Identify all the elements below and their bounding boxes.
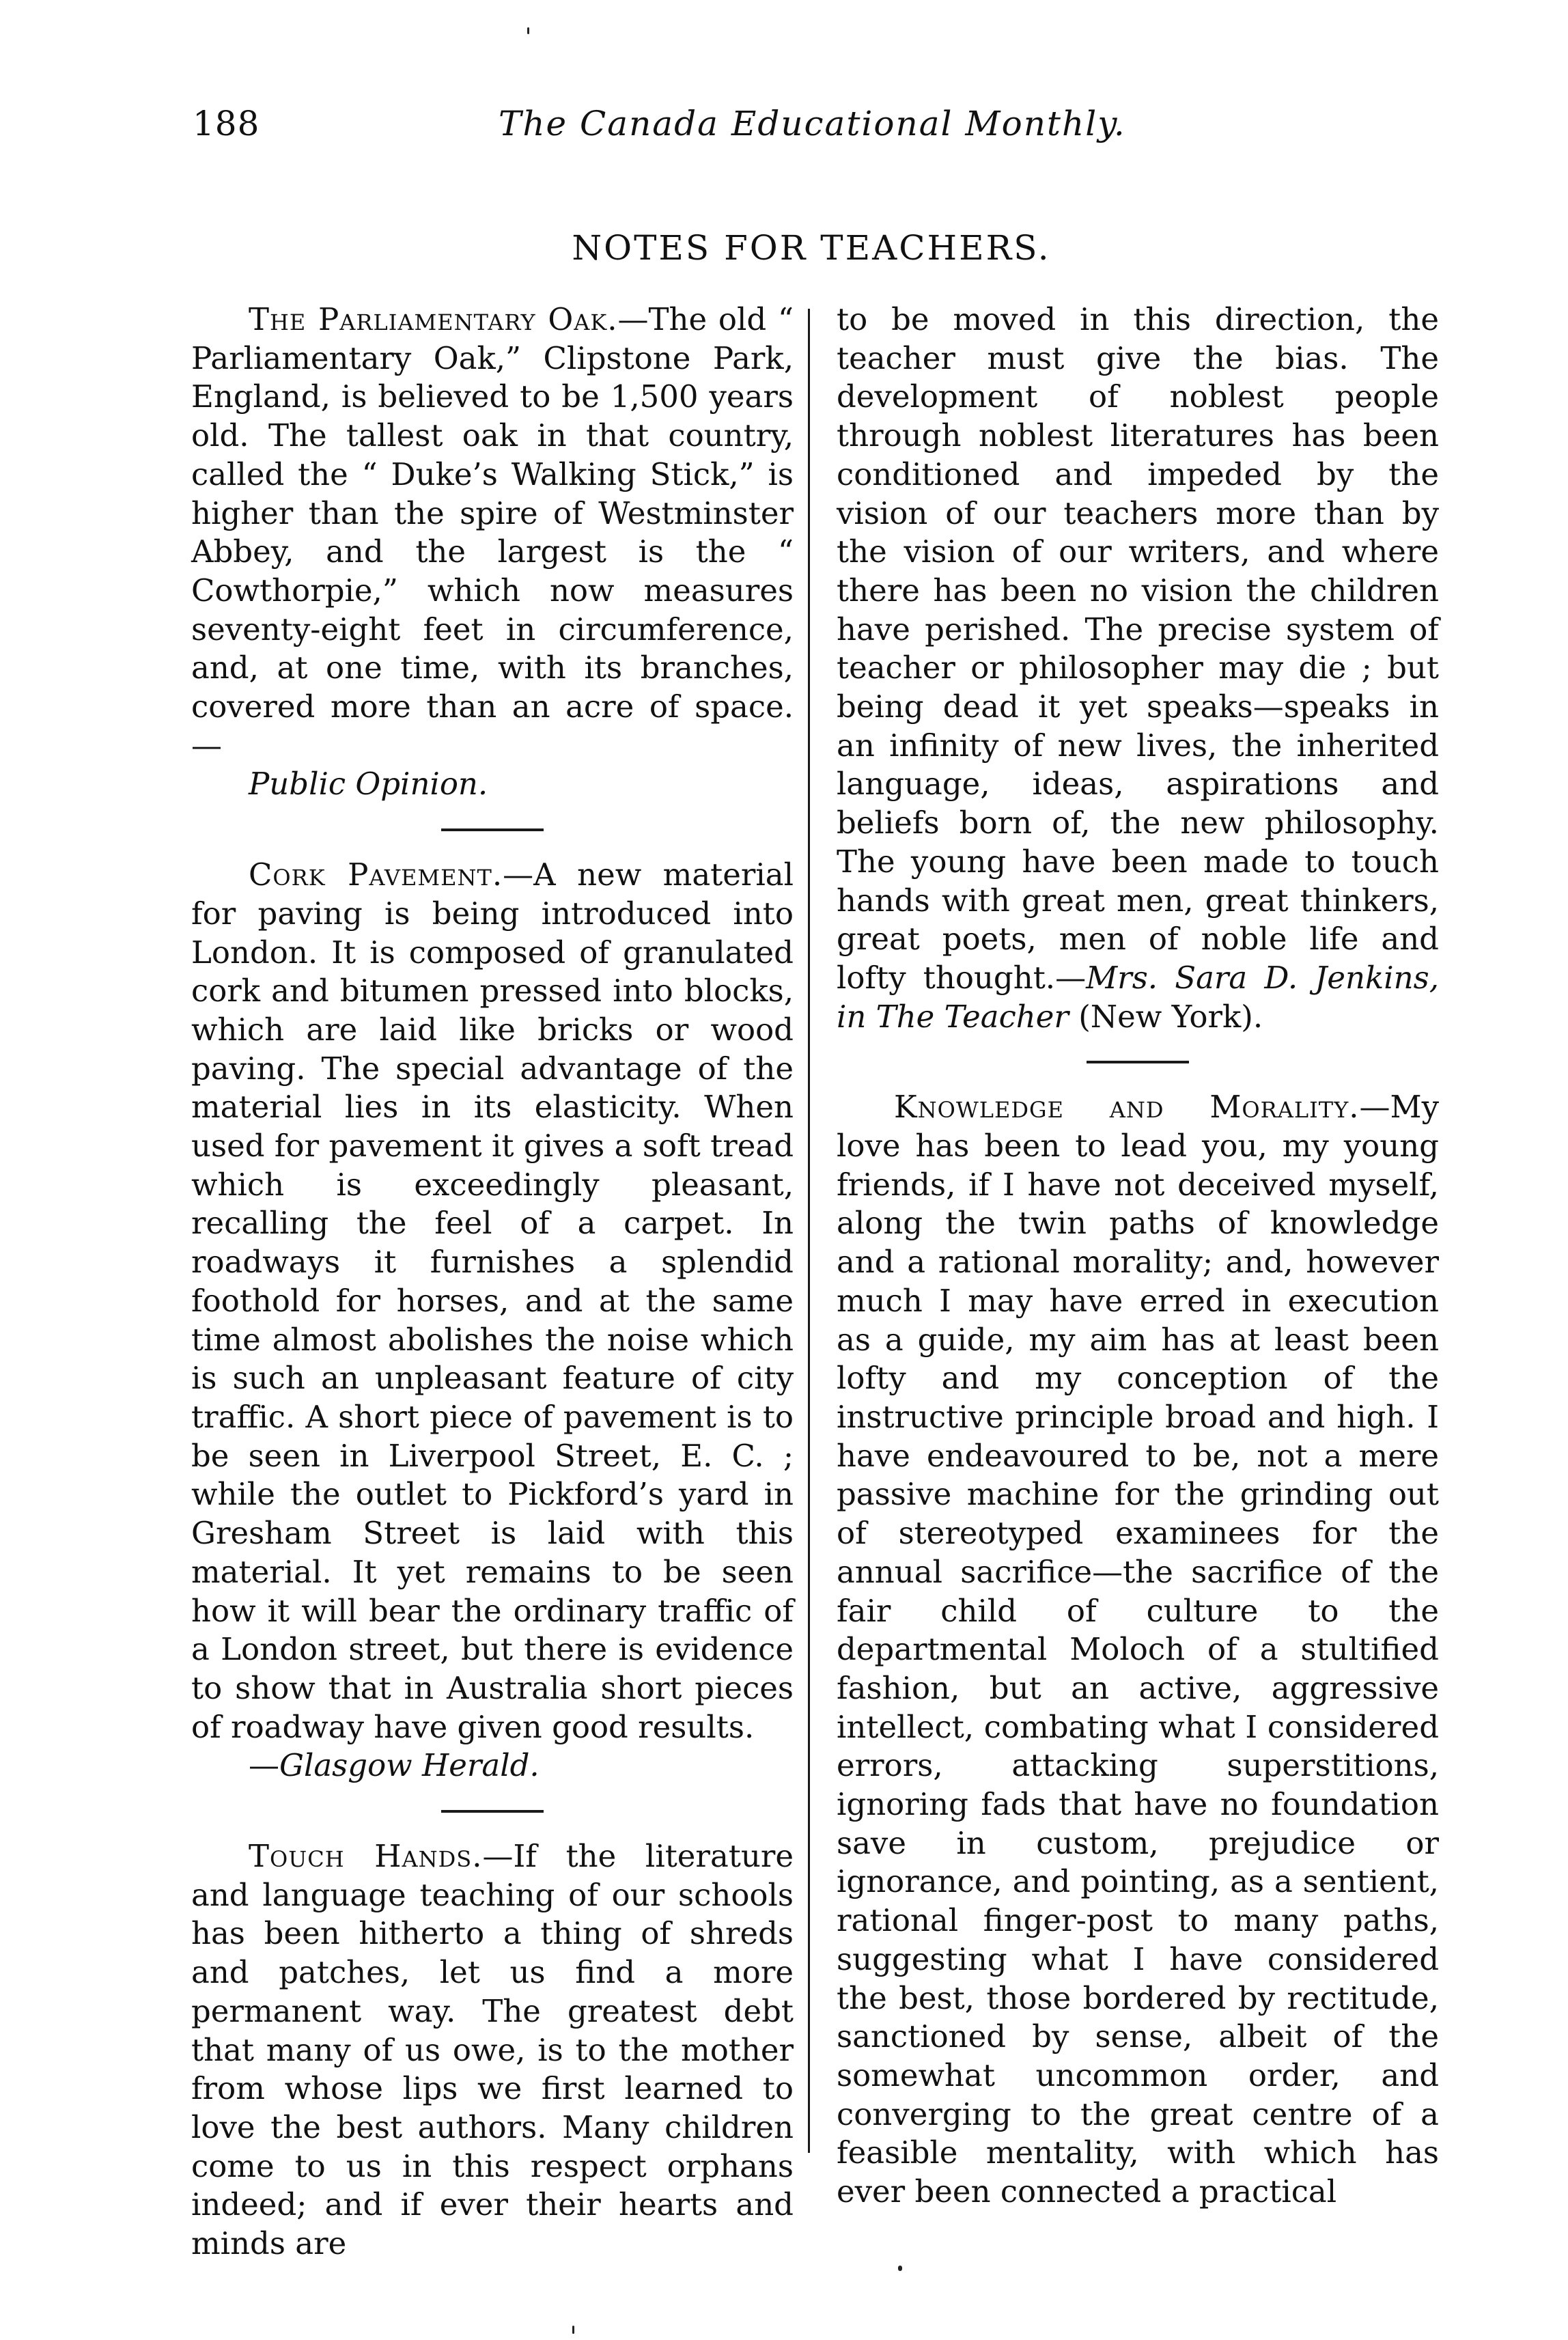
- article-body: The old “ Parliamentary Oak,” Clipstone Park, England, is believed to be 1,500 years old. The tallest oak in that country, called the “ Duke’s Walking Stick,” is higher than the spire of Westminster Abbey, and the largest is the “ Cowthorpie,” which now measures seventy-eight feet in circumference, and, at one time, with its branches, covered more than an acre of space. —: [191, 301, 794, 764]
- article-touch-hands-continued: [837, 301, 1439, 1036]
- article-source: Glasgow Herald.: [279, 1747, 540, 1784]
- article-source: Public Opinion.: [249, 766, 488, 803]
- running-head: The Canada Educational Monthly.: [499, 104, 1126, 143]
- article-body: If the literature and language teaching of our schools has been hitherto a thing of shreds and patches, let us find a more permanent way. The greatest debt that many of us owe, is to the mother from whose lips we first learned to love the best authors. Many children come to us in this respect orphans indeed; and if ever their hearts and minds are: [191, 1838, 794, 2262]
- article-title: Cork Pavement.: [249, 856, 503, 893]
- article-cork-pavement: [191, 856, 794, 1785]
- section-title: NOTES FOR TEACHERS.: [572, 228, 1051, 268]
- article-source-publication: in The Teacher: [837, 998, 1069, 1035]
- title-dash: —: [1359, 1089, 1390, 1126]
- title-dash: —: [617, 301, 649, 337]
- print-speck: [572, 2326, 574, 2334]
- title-dash: —: [503, 856, 534, 893]
- section-rule: [1087, 1061, 1189, 1063]
- article-title: The Parliamentary Oak.: [249, 301, 618, 337]
- right-column: [837, 301, 1439, 2212]
- page-number: 188: [193, 104, 260, 143]
- source-dash: —: [249, 1747, 279, 1784]
- print-speck: [898, 2266, 902, 2271]
- section-rule: [441, 1810, 544, 1813]
- column-divider: [808, 309, 810, 2153]
- print-speck: [527, 27, 529, 34]
- article-source-author: Mrs. Sara D. Jenkins,: [1086, 959, 1439, 996]
- article-knowledge-morality: [837, 1088, 1439, 2211]
- left-column: [191, 301, 794, 2264]
- article-title: Touch Hands.: [249, 1838, 483, 1875]
- article-title: Knowledge and Morality.: [894, 1089, 1360, 1126]
- article-source-place: (New York).: [1068, 998, 1263, 1035]
- article-touch-hands: [191, 1837, 794, 2264]
- article-body: My love has been to lead you, my young friends, if I have not deceived myself, along the twin paths of knowledge and a rational morality; and, however much I may have erred in execution as a guide, my aim has at least been lofty and my conception of the instructive principle broad and high. I have endeavoured to be, not a mere passive machine for the grinding out of stereotyped examinees for the annual sacrifice—the sacrifice of the fair child of culture to the departmental Moloch of a stultified fashion, but an active, aggressive intellect, combating what I considered errors, attacking superstitions, ignoring fads that have no foundation save in custom, prejudice or ignorance, and pointing, as a sentient, rational finger-post to many paths, suggesting what I have considered the best, those bordered by rectitude, sanctioned by sense, albeit of the somewhat uncommon order, and converging to the great centre of a feasible mentality, with which has ever been connected a practical: [837, 1089, 1439, 2210]
- article-body: A new material for paving is being introduced into London. It is composed of granulated cork and bitumen pressed into blocks, which are laid like bricks or wood paving. The special advantage of the material lies in its elasticity. When used for pavement it gives a soft tread which is exceedingly pleasant, recalling the feel of a carpet. In roadways it furnishes a splendid foothold for horses, and at the same time almost abolishes the noise which is such an unpleasant feature of city traffic. A short piece of pavement is to be seen in Liverpool Street, E. C. ; while the outlet to Pickford’s yard in Gresham Street is laid with this material. It yet remains to be seen how it will bear the ordinary traffic of a London street, but there is evidence to show that in Australia short pieces of roadway have given good results.: [191, 856, 794, 1745]
- section-rule: [441, 828, 544, 831]
- article-parliamentary-oak: [191, 301, 794, 804]
- title-dash: —: [482, 1838, 514, 1875]
- article-body: to be moved in this direction, the teacher must give the bias. The development of noblest people through noblest literatures has been conditioned and impeded by the vision of our teachers more than by the vision of our writers, and where there has been no vision the children have perished. The precise system of teacher or philosopher may die ; but being dead it yet speaks—speaks in an infinity of new lives, the inherited language, ideas, aspirations and beliefs born of, the new philosophy. The young have been made to touch hands with great men, great thinkers, great poets, men of noble life and lofty thought.—: [837, 301, 1439, 996]
